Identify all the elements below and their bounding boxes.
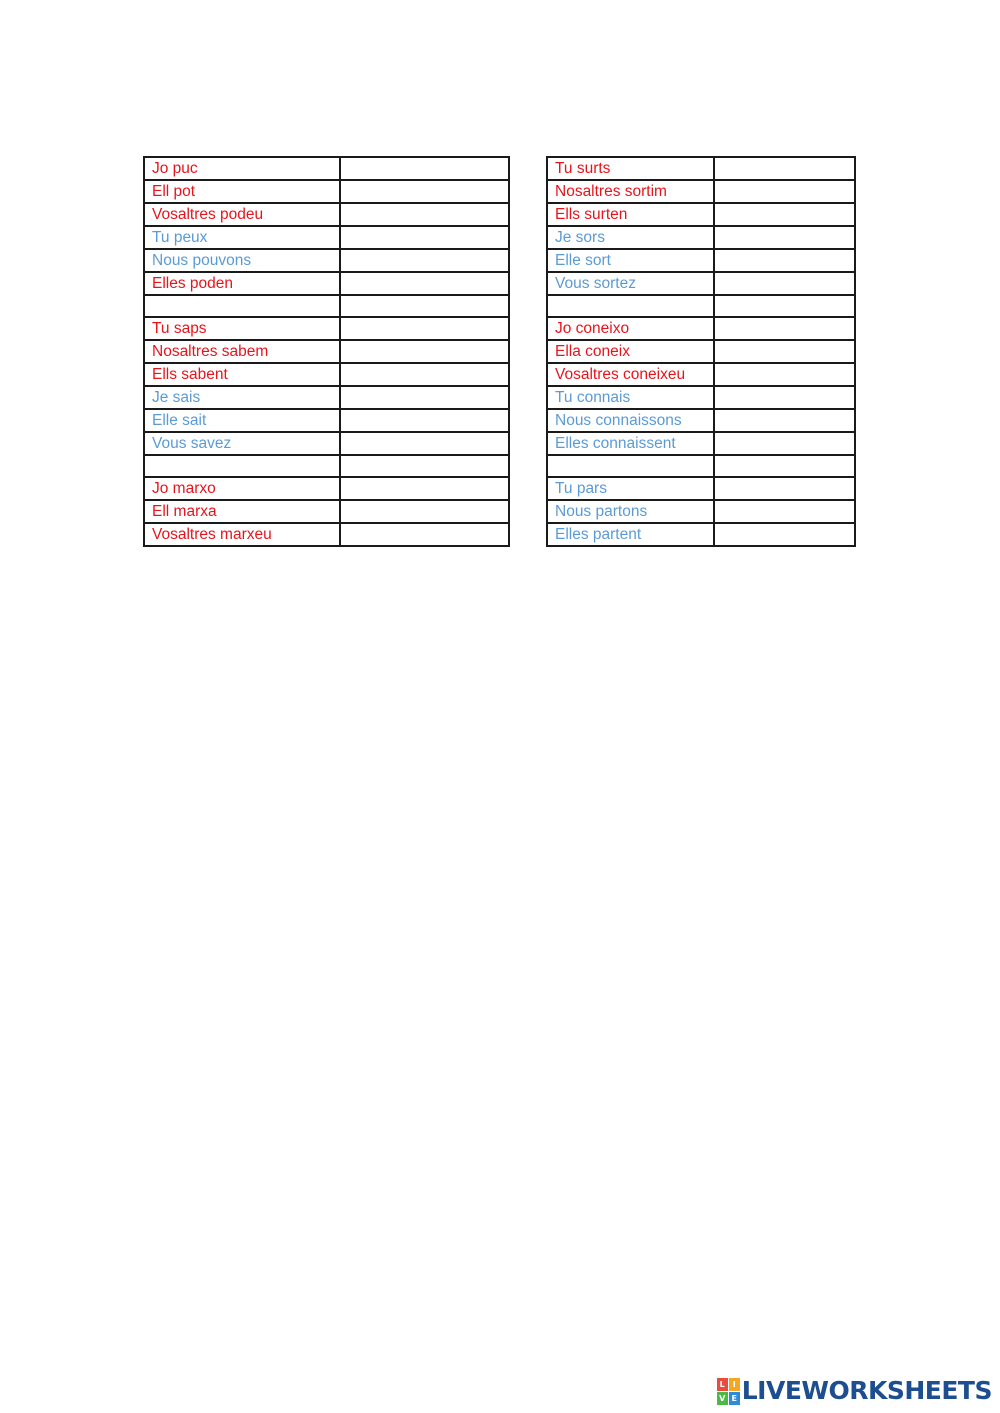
answer-cell [340,500,509,523]
verb-prompt-cell: Jo marxo [144,477,340,500]
answer-input[interactable] [348,158,508,178]
answer-cell [340,523,509,546]
verb-prompt-cell: Je sais [144,386,340,409]
answer-input[interactable] [722,318,854,338]
verb-prompt-cell: Elles partent [547,523,714,546]
answer-input[interactable] [722,410,854,430]
verb-table-right [546,156,856,547]
answer-cell [714,340,855,363]
answer-cell [340,340,509,363]
answer-input[interactable] [348,204,508,224]
answer-cell [340,180,509,203]
answer-input[interactable] [348,501,508,521]
answer-cell [714,363,855,386]
answer-input[interactable] [348,410,508,430]
table-row [547,295,855,317]
table-row [547,157,855,180]
answer-cell [340,272,509,295]
table-row [547,226,855,249]
answer-cell [714,455,855,477]
table-row [547,180,855,203]
answer-cell [714,523,855,546]
answer-input[interactable] [722,181,854,201]
table-row [547,317,855,340]
verb-prompt-cell: Tu connais [547,386,714,409]
answer-input[interactable] [348,227,508,247]
liveworksheets-logo [717,1376,992,1406]
answer-input[interactable] [722,478,854,498]
verb-prompt-cell: Tu peux [144,226,340,249]
answer-input[interactable] [722,364,854,384]
verb-prompt-cell: Nosaltres sabem [144,340,340,363]
table-row [144,500,509,523]
table-row [547,272,855,295]
verb-prompt-cell: Elles poden [144,272,340,295]
answer-input[interactable] [722,204,854,224]
logo-block: E [729,1392,740,1405]
answer-input[interactable] [348,318,508,338]
verb-prompt-cell: Vosaltres marxeu [144,523,340,546]
table-row [547,203,855,226]
answer-input[interactable] [722,158,854,178]
table-row [144,432,509,455]
table-row [547,249,855,272]
table-row [547,500,855,523]
table-row [144,523,509,546]
answer-cell [340,455,509,477]
answer-cell [714,272,855,295]
table-row [144,226,509,249]
answer-input[interactable] [348,364,508,384]
verb-prompt-cell: Elles connaissent [547,432,714,455]
verb-prompt-cell: Nous connaissons [547,409,714,432]
answer-cell [340,317,509,340]
answer-input[interactable] [348,341,508,361]
verb-prompt-cell: Ell pot [144,180,340,203]
table-row [144,477,509,500]
verb-prompt-cell [144,455,340,477]
table-row [144,317,509,340]
answer-cell [340,432,509,455]
logo-block: I [729,1378,740,1391]
verb-prompt-cell [547,295,714,317]
verb-prompt-cell: Vous savez [144,432,340,455]
answer-input[interactable] [722,273,854,293]
table-row [144,203,509,226]
table-row [144,180,509,203]
answer-cell [340,203,509,226]
table-row [144,363,509,386]
answer-cell [714,317,855,340]
answer-cell [714,249,855,272]
verb-prompt-cell [547,455,714,477]
answer-input[interactable] [348,433,508,453]
table-row [144,455,509,477]
answer-cell [714,477,855,500]
verb-prompt-cell: Jo puc [144,157,340,180]
table-row [144,409,509,432]
verb-prompt-cell: Nous partons [547,500,714,523]
answer-input[interactable] [348,478,508,498]
verb-prompt-cell: Jo coneixo [547,317,714,340]
table-row [144,340,509,363]
liveworksheets-logo-icon [717,1378,740,1405]
answer-input[interactable] [348,250,508,270]
answer-input[interactable] [722,387,854,407]
answer-cell [340,157,509,180]
answer-input[interactable] [722,250,854,270]
table-row [547,409,855,432]
answer-cell [714,226,855,249]
table-row [144,249,509,272]
answer-input[interactable] [348,387,508,407]
verb-prompt-cell [144,295,340,317]
verb-prompt-cell: Nous pouvons [144,249,340,272]
answer-cell [714,295,855,317]
answer-input[interactable] [722,433,854,453]
answer-input[interactable] [348,524,508,544]
table-row [144,295,509,317]
verb-prompt-cell: Ells surten [547,203,714,226]
verb-prompt-cell: Nosaltres sortim [547,180,714,203]
answer-cell [714,203,855,226]
answer-cell [340,226,509,249]
table-row [144,272,509,295]
answer-cell [714,157,855,180]
table-row [547,363,855,386]
answer-cell [714,500,855,523]
verb-prompt-cell: Tu pars [547,477,714,500]
answer-cell [714,386,855,409]
verb-prompt-cell: Ella coneix [547,340,714,363]
table-row [547,455,855,477]
answer-cell [340,295,509,317]
table-row [144,157,509,180]
answer-input[interactable] [722,501,854,521]
logo-block: V [717,1392,728,1405]
answer-cell [714,180,855,203]
answer-cell [340,249,509,272]
logo-block: L [717,1378,728,1391]
answer-input[interactable] [722,524,854,544]
verb-prompt-cell: Tu surts [547,157,714,180]
answer-input[interactable] [722,227,854,247]
table-row [144,386,509,409]
verb-prompt-cell: Vous sortez [547,272,714,295]
table-row [547,523,855,546]
verb-prompt-cell: Tu saps [144,317,340,340]
answer-input[interactable] [348,181,508,201]
verb-prompt-cell: Vosaltres coneixeu [547,363,714,386]
table-row [547,340,855,363]
verb-prompt-cell: Vosaltres podeu [144,203,340,226]
answer-input[interactable] [348,273,508,293]
verb-prompt-cell: Elle sort [547,249,714,272]
table-row [547,386,855,409]
logo-text: LIVEWORKSHEETS [741,1376,992,1405]
answer-cell [340,409,509,432]
table-row [547,432,855,455]
table-row [547,477,855,500]
verb-prompt-cell: Ell marxa [144,500,340,523]
answer-cell [340,386,509,409]
verb-table-left [143,156,510,547]
verb-prompt-cell: Ells sabent [144,363,340,386]
answer-cell [340,477,509,500]
answer-cell [340,363,509,386]
answer-cell [714,432,855,455]
answer-input[interactable] [722,341,854,361]
verb-prompt-cell: Je sors [547,226,714,249]
verb-prompt-cell: Elle sait [144,409,340,432]
answer-cell [714,409,855,432]
